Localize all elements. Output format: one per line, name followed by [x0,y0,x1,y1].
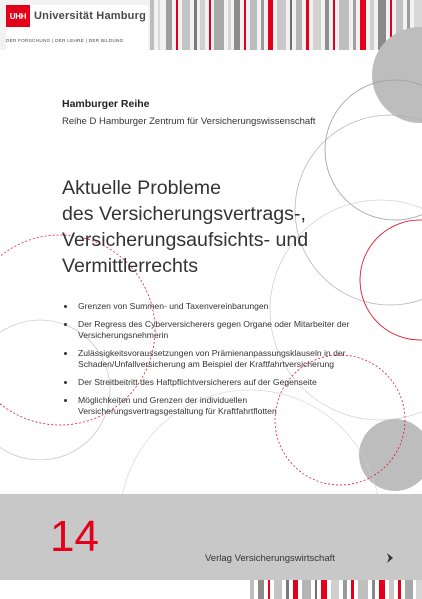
topic-item: Der Streitbeitritt des Haftpflichtversicherers auf der Gegenseite [62,377,362,388]
series-block [62,98,382,127]
series-title: Hamburger Reihe [62,98,150,110]
volume-number: 14 [50,512,99,561]
university-tagline: DER FORSCHUNG | DER LEHRE | DER BILDUNG [6,38,124,43]
university-logo [6,5,148,51]
book-title [62,175,392,279]
bottom-stripe-pattern [0,580,422,599]
publisher-name: Verlag Versicherungswirtschaft [205,553,335,564]
university-name: Universität Hamburg [34,10,146,22]
publisher-arrow-icon [385,552,395,564]
book-title-line: Vermittlerrechts [62,255,199,277]
topic-item: Grenzen von Summen- und Taxenvereinbarungen [62,301,362,312]
topic-item: Der Regress des Cyberversicherers gegen Organe oder Mitarbeiter der Versicherungsnehmerin [62,319,362,341]
topic-item: Zulässigkeitsvoraussetzungen von Prämienanpassungsklauseln in der Schaden/Unfallversicherung am Beispiel der Kraftfahrtversicherung [62,348,362,370]
uhh-logo-mark: UHH [6,5,30,27]
series-subtitle: Reihe D Hamburger Zentrum für Versicherungswissenschaft [62,116,316,127]
book-title-line: Aktuelle Probleme [62,177,222,199]
topic-list [62,301,362,424]
book-title-line: Versicherungsaufsichts- und [62,229,309,251]
topic-item: Möglichkeiten und Grenzen der individuellen Versicherungsvertragsgestaltung für Kraftfahrtflotten [62,395,362,417]
book-title-line: des Versicherungsvertrags-, [62,203,306,225]
